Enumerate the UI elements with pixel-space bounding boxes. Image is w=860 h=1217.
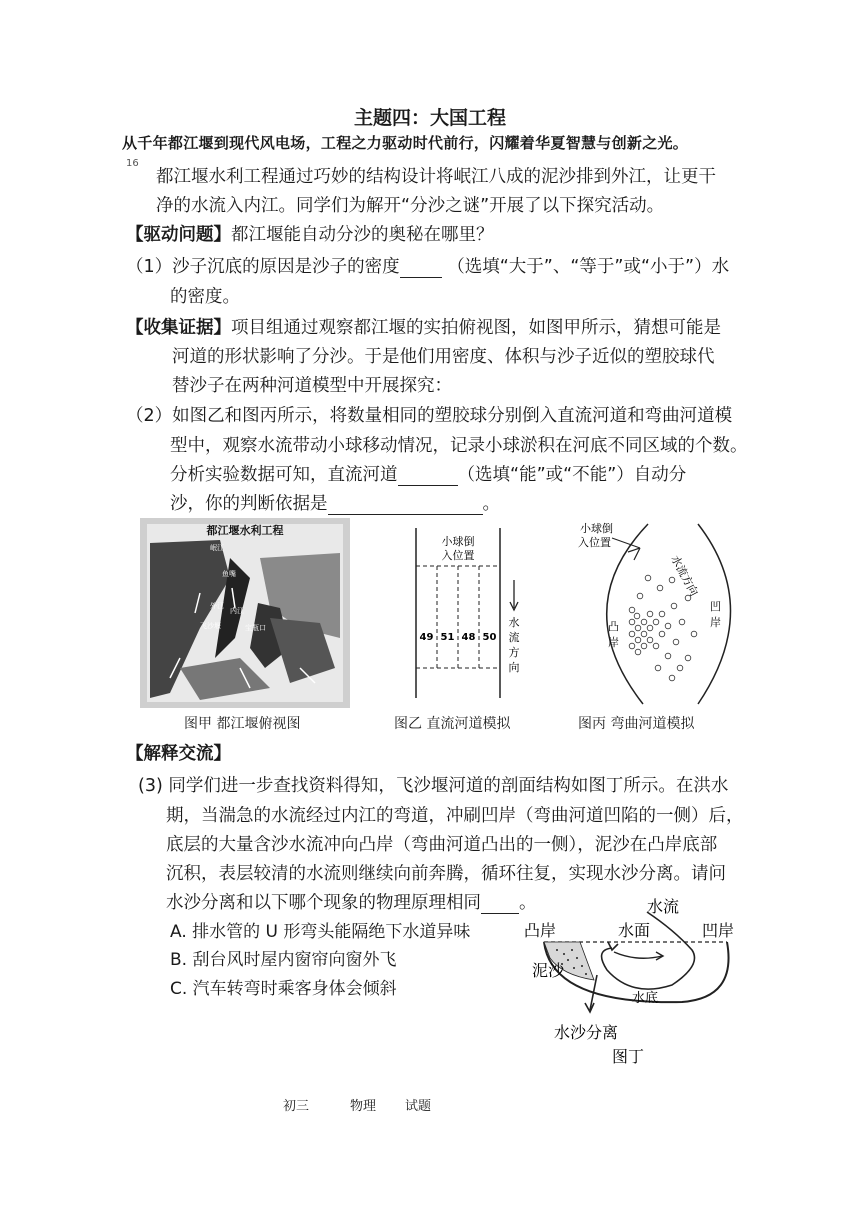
drive-question bbox=[126, 221, 494, 246]
ding-concave: 凹岸 bbox=[702, 921, 735, 940]
bing-pour-line-1: 小球倒 bbox=[580, 522, 613, 535]
yi-pour-line-1: 小球倒 bbox=[441, 535, 475, 548]
inner-bank-curve bbox=[607, 524, 648, 704]
separation-arrow-head bbox=[585, 1003, 594, 1012]
drive-tag: 【驱动问题】 bbox=[126, 225, 231, 245]
q2-line-2: 型中，观察水流带动小球移动情况，记录小球淤积在河底不同区域的个数。 bbox=[170, 436, 748, 456]
label-neijiang: 内江 bbox=[230, 607, 244, 615]
evidence-text-1: 项目组通过观察都江堰的实拍俯视图，如图甲所示，猜想可能是 bbox=[231, 318, 721, 338]
ding-separation: 水沙分离 bbox=[554, 1023, 619, 1042]
label-baopingkou: 宝瓶口 bbox=[245, 624, 266, 632]
q1-part1: 沙子沉底的原因是沙子的密度 bbox=[172, 257, 400, 277]
q3-line-2: 期，当湍急的水流经过内江的弯道，冲刷凹岸（弯曲河道凹陷的一侧）后， bbox=[166, 806, 744, 826]
flow-char-1: 水 bbox=[508, 616, 520, 629]
q3-text-5a: 水沙分离和以下哪个现象的物理原理相同 bbox=[166, 893, 481, 913]
zone-count-3: 48 bbox=[461, 632, 476, 643]
label-minjiang: 岷江 bbox=[210, 544, 224, 552]
figure-ding-cross-section bbox=[522, 890, 772, 1075]
figure-bing-curved-channel bbox=[548, 518, 748, 710]
q1-part2: （选填“大于”、“等于”或“小于”）水 bbox=[447, 257, 730, 277]
q1-answer-blank[interactable] bbox=[400, 261, 442, 278]
footer-subject: 物理 bbox=[350, 1099, 377, 1114]
q3-line-5 bbox=[166, 889, 537, 914]
q2-line-4 bbox=[170, 490, 500, 515]
figure-jia-photo bbox=[140, 518, 350, 708]
flow-char-4: 向 bbox=[508, 661, 520, 674]
label-waijiang: 外江 bbox=[210, 602, 224, 610]
bing-flow-label: 水流方向 bbox=[668, 553, 701, 599]
evidence-tag: 【收集证据】 bbox=[126, 318, 231, 338]
q3-text-1: 同学们进一步查找资料得知，飞沙堰河道的剖面结构如图丁所示。在洪水 bbox=[168, 776, 729, 796]
label-feishayan: 飞沙堰 bbox=[200, 622, 221, 630]
q3-line-4: 沉积，表层较清的水流则继续向前奔腾，循环往复，实现水沙分离。请问 bbox=[166, 864, 726, 884]
q2-text-3b: （选填“能”或“不能”）自动分 bbox=[457, 465, 687, 485]
intro-line-2: 净的水流入内江。同学们为解开“分沙之谜”开展了以下探究活动。 bbox=[156, 196, 665, 216]
flow-char-3: 方 bbox=[508, 646, 520, 659]
zone-count-2: 51 bbox=[440, 632, 455, 643]
outer-bank-curve bbox=[698, 524, 731, 704]
q2-line-3 bbox=[170, 461, 686, 486]
zone-count-1: 49 bbox=[419, 632, 434, 643]
pour-arrow bbox=[628, 548, 640, 560]
option-b[interactable]: B. 刮台风时屋内窗帘向窗外飞 bbox=[170, 950, 397, 970]
label-yuzui: 鱼嘴 bbox=[222, 570, 236, 578]
intro-line-1: 都江堰水利工程通过巧妙的结构设计将岷江八成的泥沙排到外江，让更干 bbox=[156, 167, 716, 187]
bing-convex-1: 凸 bbox=[608, 620, 619, 633]
theme-subtitle: 从千年都江堰到现代风电场，工程之力驱动时代前行，闪耀着华夏智慧与创新之光。 bbox=[122, 134, 689, 152]
evidence-line-2: 河道的形状影响了分沙。于是他们用密度、体积与沙子近似的塑胶球代 bbox=[172, 347, 715, 367]
fig-jia-caption: 图甲 都江堰俯视图 bbox=[184, 716, 301, 732]
q2-answer-blank-1[interactable] bbox=[398, 469, 458, 486]
bing-pour-line-2: 入位置 bbox=[578, 536, 611, 549]
q1-label: （1） bbox=[126, 257, 173, 277]
q3-text-5b: 。 bbox=[519, 893, 537, 913]
fig-jia-title: 都江堰水利工程 bbox=[206, 524, 284, 537]
flow-char-2: 流 bbox=[508, 631, 520, 644]
q3-label: (3) bbox=[138, 776, 163, 796]
q1-line-1 bbox=[126, 253, 729, 278]
surface-flow-arrow bbox=[614, 952, 662, 958]
zone-count-4: 50 bbox=[482, 632, 497, 643]
q3-line-1 bbox=[138, 772, 728, 797]
q3-line-3: 底层的大量含沙水流冲向凸岸（弯曲河道凸出的一侧），泥沙在凸岸底部 bbox=[166, 835, 718, 855]
option-c[interactable]: C. 汽车转弯时乘客身体会倾斜 bbox=[170, 979, 397, 999]
q2-answer-blank-2[interactable] bbox=[328, 498, 483, 515]
bing-concave-2: 岸 bbox=[710, 616, 721, 629]
explain-tag: 【解释交流】 bbox=[126, 744, 231, 764]
ding-water-flow: 水流 bbox=[647, 897, 680, 916]
evidence-line-1 bbox=[126, 314, 721, 339]
question-number: 16 bbox=[126, 158, 139, 169]
q2-text-1: 如图乙和图丙所示，将数量相同的塑胶球分别倒入直流河道和弯曲河道模 bbox=[172, 406, 733, 426]
q2-text-3a: 分析实验数据可知，直流河道 bbox=[170, 465, 398, 485]
ding-caption: 图丁 bbox=[612, 1047, 645, 1066]
ding-surface: 水面 bbox=[618, 921, 651, 940]
pour-arrow-line bbox=[612, 538, 640, 548]
footer-grade: 初三 bbox=[283, 1099, 310, 1114]
q2-text-4b: 。 bbox=[482, 494, 500, 514]
ding-sand: 泥沙 bbox=[532, 961, 565, 980]
q3-answer-blank[interactable] bbox=[481, 897, 519, 914]
option-a[interactable]: A. 排水管的 U 形弯头能隔绝下水道异味 bbox=[170, 922, 471, 942]
fig-bing-caption: 图丙 弯曲河道模拟 bbox=[578, 716, 695, 732]
footer-kind: 试题 bbox=[405, 1099, 432, 1114]
q2-label: （2） bbox=[126, 406, 173, 426]
yi-pour-line-2: 入位置 bbox=[441, 549, 475, 562]
figure-yi-straight-channel bbox=[408, 528, 533, 700]
fig-yi-caption: 图乙 直流河道模拟 bbox=[394, 716, 511, 732]
evidence-line-3: 替沙子在两种河道模型中开展探究： bbox=[172, 376, 452, 396]
q2-line-1 bbox=[126, 402, 732, 427]
q2-text-4a: 沙，你的判断依据是 bbox=[170, 494, 328, 514]
bing-concave-1: 凹 bbox=[710, 600, 721, 613]
page-title: 主题四：大国工程 bbox=[353, 107, 506, 129]
ding-convex: 凸岸 bbox=[524, 921, 557, 940]
ding-bottom: 水底 bbox=[632, 991, 659, 1006]
q1-line-2: 的密度。 bbox=[170, 287, 240, 307]
bing-convex-2: 岸 bbox=[608, 636, 619, 649]
drive-text: 都江堰能自动分沙的奥秘在哪里？ bbox=[231, 225, 494, 245]
